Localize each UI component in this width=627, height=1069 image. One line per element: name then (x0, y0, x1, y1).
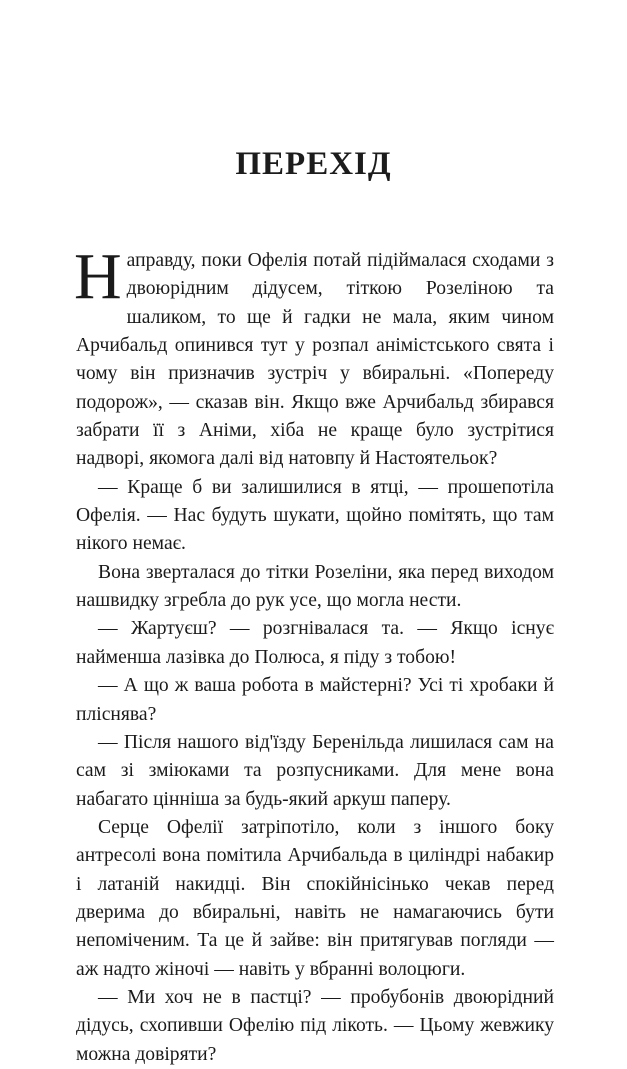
paragraph-6: — Після нашого від'їзду Беренільда лишилася сам на сам зі зміюками та розпусниками. Для мене вона набагато цінніша за будь-який аркуш паперу. (76, 731, 554, 810)
paragraph-1-text: аправду, поки Офелія потай підіймалася сходами з двоюрідним дідусем, тіткою Розеліною та шаликом, то ще й гадки не мала, яким чином Арчибальд опинився тут у розпал анімістського свята і чому він призначив зустріч у вбиральні. «Попереду подорож», — сказав він. Якщо вже Арчибальд збирався забрати її з Аніми, хіба не краще було зустрітися надворі, якомога далі від натовпу й Настоятельок? (76, 250, 554, 470)
paragraph-7: Серце Офелії затріпотіло, коли з іншого боку антресолі вона помітила Арчибальда в циліндрі набакир і латаній накидці. Він спокійнісінько чекав перед дверима до вбиральні, навіть не намагаючись бути непоміченим. Та це й зайве: він притягував погляди — аж надто жіночі — навіть у вбранні волоцюги. (76, 816, 554, 980)
paragraph-5: — А що ж ваша робота в майстерні? Усі ті хробаки й пліснява? (76, 675, 554, 725)
paragraph-2: — Краще б ви залишилися в ятці, — прошепотіла Офелія. — Нас будуть шукати, щойно помітять, що там нікого немає. (76, 476, 554, 555)
drop-cap: Н (74, 240, 122, 313)
paragraph-3: Вона зверталася до тітки Розеліни, яка перед виходом нашвидку згребла до рук усе, що могла нести. (76, 561, 554, 612)
chapter-title: ПЕРЕХІД (235, 146, 392, 183)
paragraph-4: — Жартуєш? — розгнівалася та. — Якщо існує найменша лазівка до Полюса, я піду з тобою! (76, 618, 554, 668)
chapter-text (74, 240, 554, 1069)
paragraph-8: — Ми хоч не в пастці? — пробубонів двоюрідний дідусь, схопивши Офелію під лікоть. — Цьому жевжику можна довіряти? (76, 986, 554, 1065)
paragraph-1 (74, 240, 554, 474)
